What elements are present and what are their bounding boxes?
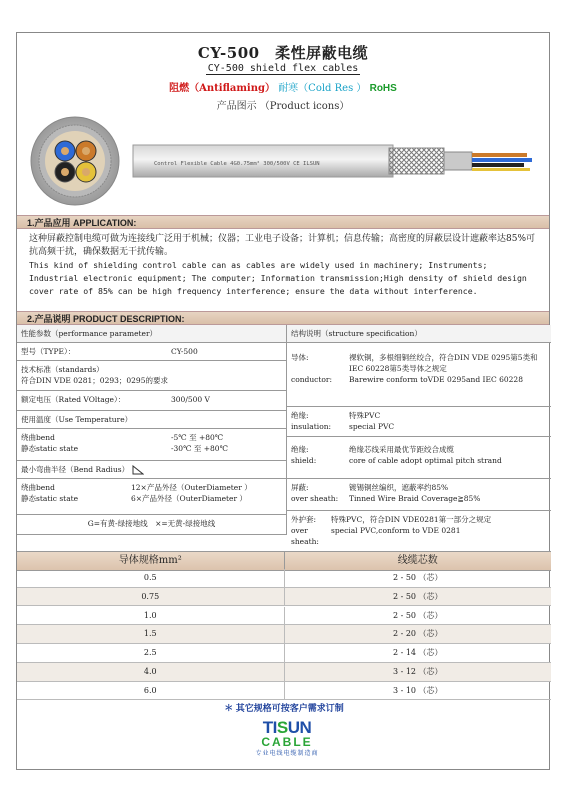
bend-radius-icon	[132, 465, 144, 475]
cores-cell: 2 - 50 （芯）	[392, 573, 443, 582]
shield-row: 绝缘: 绝缘芯线采用最优节距绞合成缆 shield: core of cable adopt optimal pitch strand	[287, 437, 551, 479]
table-row	[17, 569, 551, 588]
cores-cell: 3 - 12 （芯）	[392, 667, 443, 676]
table-row	[17, 682, 551, 701]
cable-cross-section-icon	[31, 117, 119, 205]
sizes-table-header	[17, 551, 551, 571]
rohs-badge: RoHS	[369, 83, 397, 94]
application-text-cn: 这种屏蔽控制电缆可做为连接线广泛用于机械；仪器；工业电子设备；计算机；信息传输；高密度的屏蔽层设计遮蔽率达85%可抗高频干扰，确保数据无干扰传输。	[29, 234, 536, 257]
cable-illustration	[29, 115, 539, 207]
size-cell: 0.75	[17, 588, 285, 606]
custom-order-note: ＊ 其它规格可按客户需求订制	[224, 703, 344, 713]
temperature-row: 绕曲bend -5℃ 至 +80℃ 静态static state -30℃ 至 +80℃	[17, 429, 287, 461]
page-title: CY-500 柔性屏蔽电缆	[197, 44, 369, 62]
screen-row: 屏蔽: 镀锡铜丝编织，遮蔽率约85% over sheath: Tinned Wire Braid Coverage≧85%	[287, 479, 551, 511]
standards-row: 技术标准（standards） 符合DIN VDE 0281；0293；0295的要求	[17, 361, 287, 391]
cold-resistant-badge: 耐寒（Cold Res ）	[278, 83, 367, 94]
ground-legend: G=有黄-绿接地线 ×=无黄-绿接地线	[17, 515, 287, 535]
cores-cell: 2 - 50 （芯）	[392, 610, 443, 620]
specification-grid	[17, 325, 551, 551]
application-text-en: This kind of shielding control cable can as cables are widely used in machinery; Instruments; Industrial electronic equipment; The computer; Information transmission;High density of shield design cover rate of 85% can be high frequency interference; ensure the data without interference.	[29, 260, 527, 296]
cores-cell: 2 - 20 （芯）	[392, 629, 443, 639]
description-heading: 2.产品说明 PRODUCT DESCRIPTION:	[17, 311, 549, 325]
size-cell: 6.0	[17, 682, 285, 700]
cores-cell: 2 - 50 （芯）	[392, 591, 443, 601]
sheath-row: 外护套: 特殊PVC，符合DIN VDE0281第一部分之规定 over sheath:special PVC,conform to VDE 0281	[291, 515, 492, 546]
size-cell: 1.0	[17, 607, 285, 625]
cable-print-text: Control Flexible Cable 4G0.75mm² 300/500V CE ILSUN	[154, 161, 320, 167]
cores-cell: 2 - 14 （芯）	[392, 648, 443, 658]
page-subtitle: CY-500 shield flex cables	[207, 63, 359, 74]
type-row: 型号（TYPE）： CY-500	[17, 343, 287, 361]
size-cell: 1.5	[17, 625, 285, 643]
table-row	[17, 663, 551, 682]
product-icons-label: 产品图示 （Product icons）	[216, 101, 350, 112]
size-cell: 4.0	[17, 663, 285, 681]
size-cell: 2.5	[17, 644, 285, 662]
col-core-count: 线缆芯数	[397, 555, 438, 566]
cores-cell: 3 - 10 （芯）	[392, 685, 443, 695]
insulation-row: 绝缘: 特殊PVC insulation: special PVC	[287, 407, 551, 437]
performance-title: 性能参数（performance parameter）	[17, 325, 287, 343]
table-row	[17, 644, 551, 663]
datasheet-page	[16, 32, 550, 770]
application-heading: 1.产品应用 APPLICATION:	[17, 215, 549, 229]
table-row	[17, 625, 551, 644]
conductor-row: 导体: 裸软铜，多根细铜丝绞合，符合DIN VDE 0295第5类和IEC 60228第5类导体之规定 conductor: Barewire conform toVDE 0295and IEC 60228	[287, 343, 551, 407]
temperature-title: 使用温度（Use Temperature）	[17, 411, 287, 429]
property-badges	[17, 79, 549, 94]
size-cell: 0.5	[17, 569, 285, 587]
table-row	[17, 607, 551, 626]
voltage-row: 额定电压（Rated VOltage）： 300/500 V	[17, 391, 287, 411]
antiflaming-badge: 阻燃（Antiflaming）	[169, 83, 275, 94]
bend-radius-title: 最小弯曲半径（Bend Radius）	[17, 461, 287, 479]
table-row	[17, 588, 551, 607]
bend-radius-row: 绕曲bend 12×产品外径（OuterDiameter ） 静态static state 6×产品外径（OuterDiameter ）	[17, 479, 287, 515]
col-conductor-size: 导体规格mm²	[17, 552, 285, 570]
structure-title: 结构说明（structure specification）	[287, 325, 551, 343]
tisun-cable-logo: TISUN CABLE 专业电线电缆制造商	[255, 718, 319, 757]
